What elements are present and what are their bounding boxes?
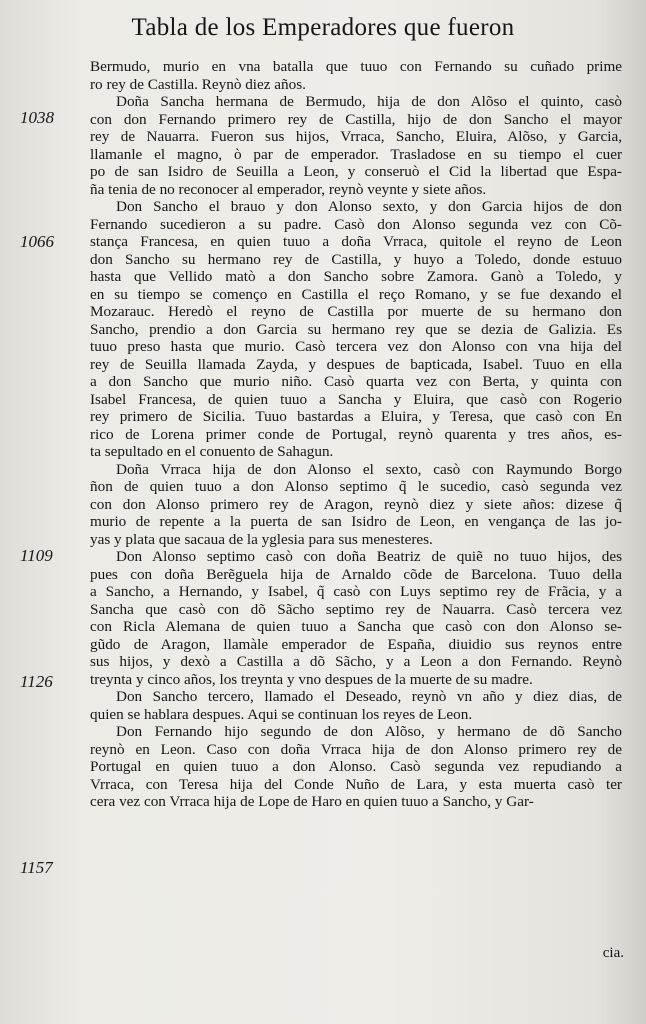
entry-paragraph [90, 198, 622, 461]
text-line: a don Sancho que murio niño. Casò quarta vez con Berta, y quinta con [90, 373, 622, 390]
text-line: Doña Vrraca hija de don Alonso el sexto, casò con Raymundo Borgo [116, 460, 622, 478]
text-line: Portugal en quien tuuo a don Alonso. Casò segunda vez repudiando a [90, 758, 622, 775]
text-line: treynta y cinco años, los treynta y vno despues de la muerte de su madre. [90, 670, 533, 688]
text-line: Doña Sancha hermana de Bermudo, hija de don Alõso el quinto, casò [116, 93, 622, 110]
text-body [90, 58, 622, 811]
text-line: quien se hablara despues. Aqui se continuan los reyes de Leon. [90, 705, 473, 723]
entry-paragraph [90, 723, 622, 811]
text-line: Vrraca, con Teresa hija del Conde Nuño de Lara, y esta muerta casò ter [90, 775, 622, 793]
text-line: con Ricla Alemana de quien tuuo a Sancha que casò con don Alonso se- [90, 618, 622, 635]
entry-paragraph [90, 58, 622, 93]
text-line: a Sancho, a Hernando, y Isabel, q̃ casò con Luys septimo rey de Frãcia, y a [90, 583, 622, 600]
text-line: hasta que Vellido matò a don Sancho sobre Zamora. Ganò a Toledo, y [90, 268, 622, 285]
text-line: pues con doña Berẽguela hija de Arnaldo cõde de Barcelona. Tuuo della [90, 565, 622, 583]
year-1038: 1038 [20, 108, 54, 127]
text-line: Sancha que casò con dõ Sãcho septimo rey de Nauarra. Casò tercera vez [90, 600, 622, 618]
catchword: cia. [602, 945, 624, 961]
year-1157: 1157 [20, 858, 53, 877]
page-title: Tabla de los Emperadores que fueron [131, 14, 515, 41]
text-line: Sancho, prendio a don Garcia su hermano rey que se dezia de Galizia. Es [90, 320, 622, 338]
entry-paragraph [90, 461, 622, 549]
text-line: cera vez con Vrraca hija de Lope de Haro en quien tuuo a Sancho, y Gar- [90, 793, 534, 810]
text-line: sus hijos, y dexò a Castilla a dõ Sãcho, y a Leon a don Fernando. Reynò [90, 653, 622, 670]
text-line: yas y plata que sacaua de la yglesia para sus menesteres. [90, 530, 433, 548]
text-line: Don Sancho tercero, llamado el Deseado, reynò vn año y diez dias, de [116, 688, 622, 705]
text-line: gũdo de Aragon, llamàle emperador de España, diuidio sus reynos entre [90, 635, 622, 653]
text-line: llamanle el magno, ò par de emperador. Trasladose en su tiempo el cuer [90, 145, 622, 163]
text-line: Don Fernando hijo segundo de don Alõso, y hermano de dõ Sancho [116, 723, 622, 740]
text-line: murio de repente a la puerta de san Isidro de Leon, en vengança de las jo- [90, 513, 622, 530]
entry-paragraph [90, 93, 622, 198]
text-line: Mozarauc. Heredò el reyno de Castilla por muerte de su hermano don [90, 303, 622, 320]
text-line: con don Alonso primero rey de Aragon, reynò diez y siete años: dizese q̃ [90, 495, 622, 513]
text-line: rey primero de Sicilia. Tuuo bastardas a Eluira, y Teresa, que casò con En [90, 408, 622, 425]
text-line: ñon de quien tuuo a don Alonso septimo q̃ le sucedio, casò segunda vez [90, 478, 622, 495]
text-line: po de san Isidro de Seuilla a Leon, y conseruò el Cid la libertad que Espa- [90, 163, 622, 180]
text-line: stança Francesa, en quien tuuo a doña Vrraca, quitole el reyno de Leon [90, 233, 622, 250]
year-1126: 1126 [20, 672, 53, 691]
text-line: don Sancho su hermano rey de Castilla, y huyo a Toledo, donde estuuo [90, 250, 622, 268]
text-line: Fernando sucedieron a su padre. Casò don Alonso segunda vez con Cõ- [90, 215, 622, 233]
year-1066: 1066 [20, 232, 54, 251]
text-line: rey de Nauarra. Fueron sus hijos, Vrraca, Sancho, Eluira, Alõso, y Garcia, [90, 128, 622, 145]
text-line: reynò en Leon. Caso con doña Vrraca hija de don Alonso primero rey de [90, 740, 622, 758]
text-line: rey de Seuilla llamada Zayda, y despues de bapticada, Isabel. Tuuo en ella [90, 355, 622, 373]
text-line: en su tiempo se començo en Castilla el reço Romano, y se fue dexando el [90, 285, 622, 303]
text-line: rico de Lorena primer conde de Portugal, reynò quarenta y tres años, es- [90, 425, 622, 443]
text-line: Don Sancho el brauo y don Alonso sexto, y don Garcia hijos de don [116, 198, 622, 215]
text-line: Isabel Francesa, de quien tuuo a Sancha y Eluira, que casò con Rogerio [90, 390, 622, 408]
text-line: Bermudo, murio en vna batalla que tuuo con Fernando su cuñado prime [90, 58, 622, 75]
entry-paragraph [90, 548, 622, 688]
text-line: ro rey de Castilla. Reynò diez años. [90, 75, 306, 93]
year-1109: 1109 [20, 546, 53, 565]
text-line: ña tenia de no reconocer al emperador, reynò veynte y siete años. [90, 180, 487, 198]
entry-paragraph [90, 688, 622, 723]
text-line: tuuo preso hasta que murio. Casò tercera vez don Alonso con vna hija del [90, 338, 622, 355]
text-line: con don Fernando primero rey de Castilla, hijo de don Sancho el mayor [90, 110, 622, 128]
text-line: Don Alonso septimo casò con doña Beatriz de quiẽ no tuuo hijos, des [116, 548, 622, 565]
text-line: ta sepultado en el conuento de Sahagun. [90, 443, 334, 460]
